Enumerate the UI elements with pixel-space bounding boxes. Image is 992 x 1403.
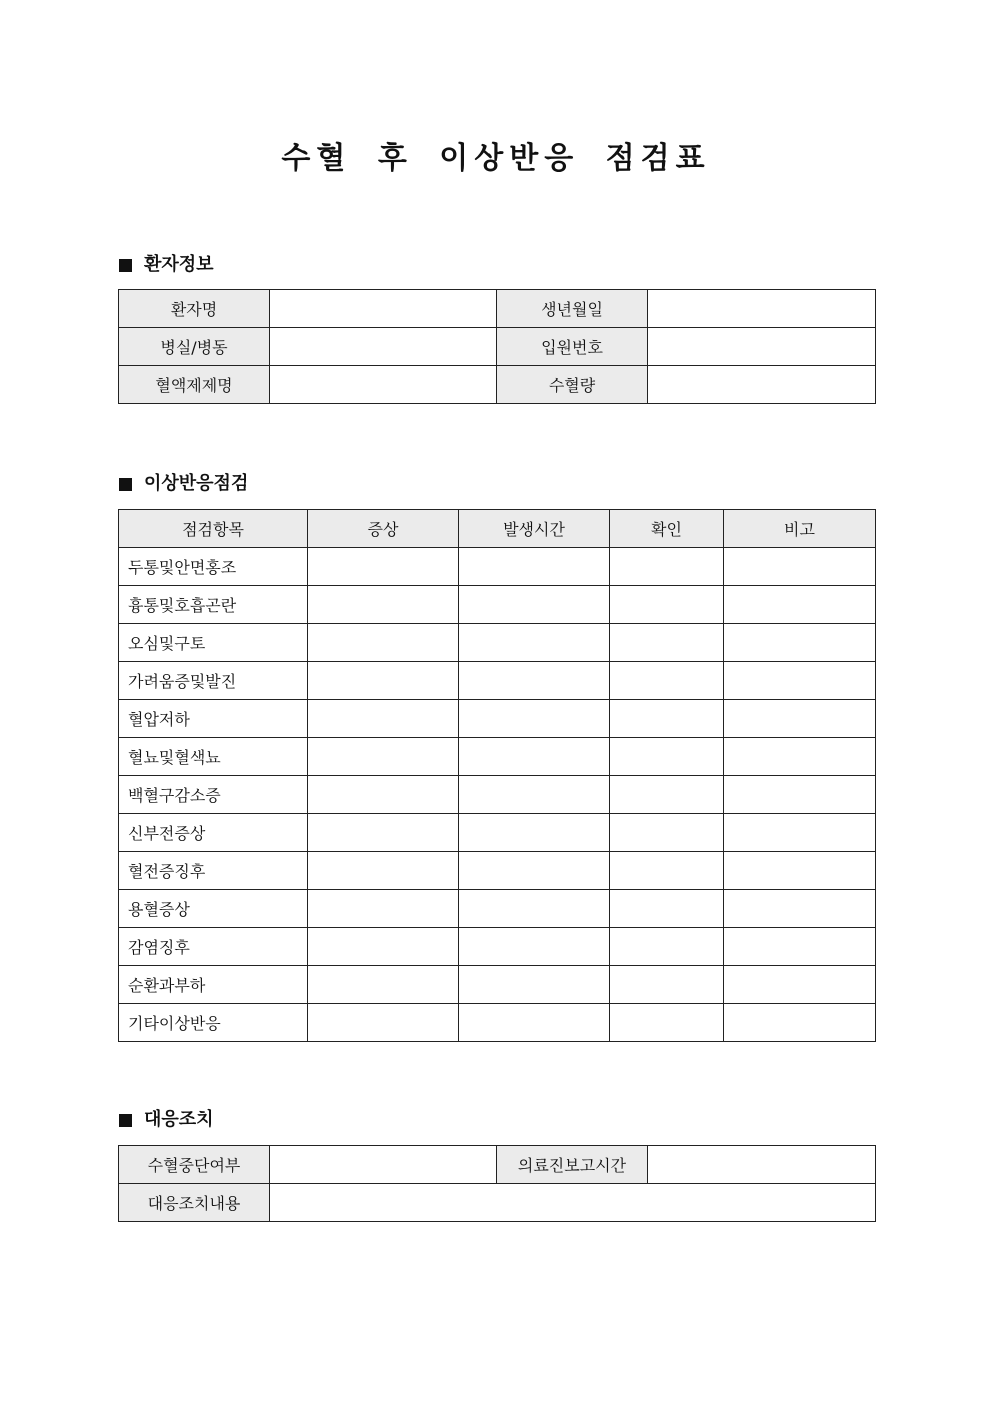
table-row: [119, 328, 876, 366]
table-row: [119, 890, 876, 928]
admission-number-label: 입원번호: [497, 328, 648, 366]
remarks-cell[interactable]: [724, 966, 876, 1004]
transfusion-volume-label: 수혈량: [497, 366, 648, 404]
onset-time-cell[interactable]: [459, 814, 610, 852]
remarks-cell[interactable]: [724, 928, 876, 966]
remarks-cell[interactable]: [724, 662, 876, 700]
table-row: [119, 586, 876, 624]
page-title: 수혈 후 이상반응 점검표: [281, 141, 711, 176]
column-header-symptom: 증상: [308, 510, 459, 548]
report-time-field[interactable]: [648, 1146, 876, 1184]
confirm-cell[interactable]: [610, 738, 724, 776]
confirm-cell[interactable]: [610, 1004, 724, 1042]
remarks-cell[interactable]: [724, 700, 876, 738]
check-item-label: 감염징후: [119, 928, 308, 966]
patient-info-heading: [119, 252, 214, 278]
confirm-cell[interactable]: [610, 928, 724, 966]
check-item-label: 백혈구감소증: [119, 776, 308, 814]
patient-info-table: [118, 289, 876, 404]
onset-time-cell[interactable]: [459, 700, 610, 738]
table-row: [119, 290, 876, 328]
remarks-cell[interactable]: [724, 738, 876, 776]
table-row: [119, 1184, 876, 1222]
check-item-label: 혈압저하: [119, 700, 308, 738]
symptom-cell[interactable]: [308, 586, 459, 624]
confirm-cell[interactable]: [610, 586, 724, 624]
patient-name-field[interactable]: [270, 290, 497, 328]
response-action-table: [118, 1145, 876, 1222]
confirm-cell[interactable]: [610, 548, 724, 586]
table-row: [119, 928, 876, 966]
table-row: [119, 662, 876, 700]
square-bullet-icon: [119, 1114, 132, 1127]
confirm-cell[interactable]: [610, 776, 724, 814]
onset-time-cell[interactable]: [459, 586, 610, 624]
table-row: [119, 1146, 876, 1184]
symptom-cell[interactable]: [308, 700, 459, 738]
check-item-label: 두통및안면홍조: [119, 548, 308, 586]
remarks-cell[interactable]: [724, 548, 876, 586]
check-item-label: 혈뇨및혈색뇨: [119, 738, 308, 776]
remarks-cell[interactable]: [724, 814, 876, 852]
remarks-cell[interactable]: [724, 776, 876, 814]
onset-time-cell[interactable]: [459, 928, 610, 966]
action-content-label: 대응조치내용: [119, 1184, 270, 1222]
response-action-heading-text: 대응조치: [144, 1109, 214, 1130]
reaction-check-heading: [119, 471, 248, 497]
remarks-cell[interactable]: [724, 890, 876, 928]
check-item-label: 흉통및호흡곤란: [119, 586, 308, 624]
symptom-cell[interactable]: [308, 548, 459, 586]
patient-info-heading-text: 환자정보: [144, 254, 214, 275]
check-item-label: 순환과부하: [119, 966, 308, 1004]
blood-product-field[interactable]: [270, 366, 497, 404]
confirm-cell[interactable]: [610, 966, 724, 1004]
symptom-cell[interactable]: [308, 890, 459, 928]
birth-date-label: 생년월일: [497, 290, 648, 328]
transfusion-volume-field[interactable]: [648, 366, 876, 404]
reaction-check-table: [118, 509, 876, 1042]
ward-field[interactable]: [270, 328, 497, 366]
onset-time-cell[interactable]: [459, 548, 610, 586]
column-header-confirm: 확인: [610, 510, 724, 548]
onset-time-cell[interactable]: [459, 624, 610, 662]
confirm-cell[interactable]: [610, 890, 724, 928]
column-header-check-item: 점검항목: [119, 510, 308, 548]
onset-time-cell[interactable]: [459, 776, 610, 814]
onset-time-cell[interactable]: [459, 662, 610, 700]
symptom-cell[interactable]: [308, 814, 459, 852]
transfusion-stop-label: 수혈중단여부: [119, 1146, 270, 1184]
remarks-cell[interactable]: [724, 852, 876, 890]
table-header-row: [119, 510, 876, 548]
square-bullet-icon: [119, 478, 132, 491]
column-header-onset-time: 발생시간: [459, 510, 610, 548]
table-row: [119, 548, 876, 586]
transfusion-stop-field[interactable]: [270, 1146, 497, 1184]
onset-time-cell[interactable]: [459, 890, 610, 928]
table-row: [119, 966, 876, 1004]
confirm-cell[interactable]: [610, 852, 724, 890]
check-item-label: 오심및구토: [119, 624, 308, 662]
report-time-label: 의료진보고시간: [497, 1146, 648, 1184]
onset-time-cell[interactable]: [459, 852, 610, 890]
action-content-field[interactable]: [270, 1184, 876, 1222]
confirm-cell[interactable]: [610, 814, 724, 852]
table-row: [119, 852, 876, 890]
table-row: [119, 366, 876, 404]
table-row: [119, 1004, 876, 1042]
check-item-label: 기타이상반응: [119, 1004, 308, 1042]
onset-time-cell[interactable]: [459, 738, 610, 776]
table-row: [119, 814, 876, 852]
admission-number-field[interactable]: [648, 328, 876, 366]
symptom-cell[interactable]: [308, 738, 459, 776]
check-item-label: 용혈증상: [119, 890, 308, 928]
onset-time-cell[interactable]: [459, 966, 610, 1004]
table-row: [119, 624, 876, 662]
reaction-check-heading-text: 이상반응점검: [144, 473, 249, 494]
table-row: [119, 738, 876, 776]
column-header-remarks: 비고: [724, 510, 876, 548]
table-row: [119, 700, 876, 738]
symptom-cell[interactable]: [308, 966, 459, 1004]
remarks-cell[interactable]: [724, 1004, 876, 1042]
confirm-cell[interactable]: [610, 662, 724, 700]
blood-product-label: 혈액제제명: [119, 366, 270, 404]
remarks-cell[interactable]: [724, 624, 876, 662]
check-item-label: 가려움증및발진: [119, 662, 308, 700]
square-bullet-icon: [119, 259, 132, 272]
symptom-cell[interactable]: [308, 662, 459, 700]
symptom-cell[interactable]: [308, 624, 459, 662]
onset-time-cell[interactable]: [459, 1004, 610, 1042]
check-item-label: 신부전증상: [119, 814, 308, 852]
ward-label: 병실/병동: [119, 328, 270, 366]
patient-name-label: 환자명: [119, 290, 270, 328]
confirm-cell[interactable]: [610, 624, 724, 662]
symptom-cell[interactable]: [308, 776, 459, 814]
birth-date-field[interactable]: [648, 290, 876, 328]
confirm-cell[interactable]: [610, 700, 724, 738]
remarks-cell[interactable]: [724, 586, 876, 624]
symptom-cell[interactable]: [308, 928, 459, 966]
check-item-label: 혈전증징후: [119, 852, 308, 890]
table-row: [119, 776, 876, 814]
response-action-heading: [119, 1107, 214, 1133]
symptom-cell[interactable]: [308, 1004, 459, 1042]
symptom-cell[interactable]: [308, 852, 459, 890]
